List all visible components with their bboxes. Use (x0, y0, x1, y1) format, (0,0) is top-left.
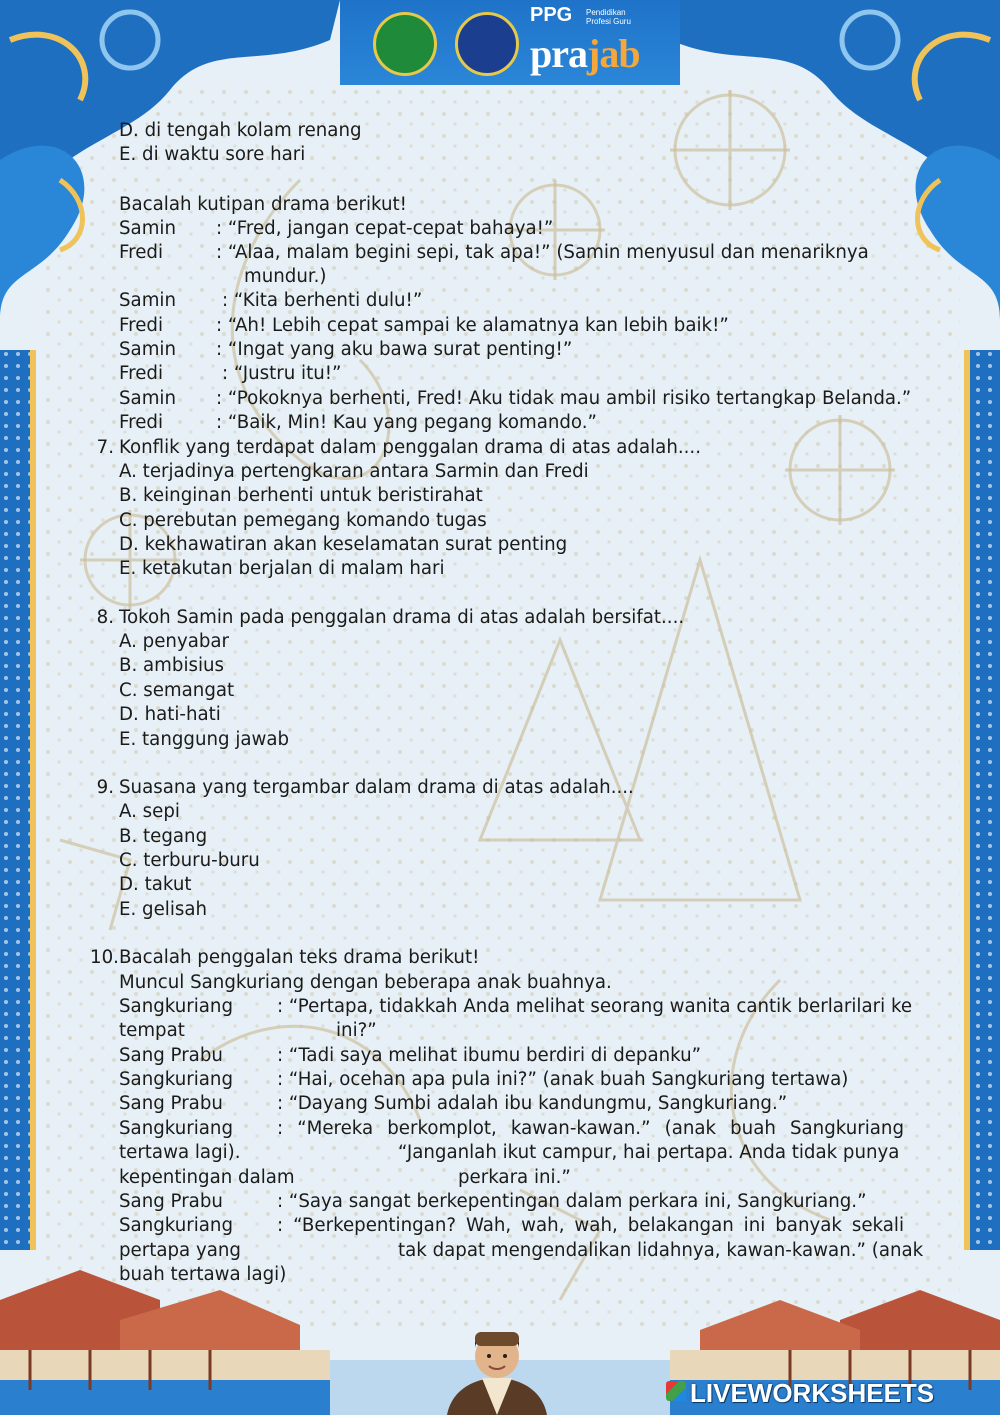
liveworksheets-logo[interactable]: LIVEWORKSHEETS (690, 1378, 934, 1409)
q8-option-a[interactable]: A. penyabar (119, 631, 230, 652)
drama1-speaker: Samin (119, 290, 176, 311)
q10-intro: Muncul Sangkuriang dengan beberapa anak buahnya. (119, 972, 612, 993)
q10-dialogue-cont: tempat (119, 1020, 185, 1041)
q7-number: 7. (96, 437, 114, 458)
drama1-speaker: Fredi (119, 412, 164, 433)
q10-dialogue-cont: ini?” (336, 1020, 377, 1041)
q8-question: Tokoh Samin pada penggalan drama di atas adalah bersifat.... (119, 607, 685, 628)
q9-number: 9. (96, 777, 114, 798)
q10-dialogue-cont: tak dapat mengendalikan lidahnya, kawan-kawan.” (anak (398, 1240, 924, 1261)
drama1-speaker: Samin (119, 388, 176, 409)
q9-option-d[interactable]: D. takut (119, 874, 192, 895)
drama1-dialogue: : “Justru itu!” (222, 363, 342, 384)
q8-option-b[interactable]: B. ambisius (119, 655, 225, 676)
drama1-speaker: Fredi (119, 242, 164, 263)
q10-dialogue: : “Berkepentingan? Wah, wah, wah, belakangan ini banyak sekali (277, 1215, 904, 1236)
q9-option-b[interactable]: B. tegang (119, 826, 208, 847)
q8-option-e[interactable]: E. tanggung jawab (119, 729, 290, 750)
q8-number: 8. (96, 607, 114, 628)
q10-dialogue: : “Tadi saya melihat ibumu berdiri di depanku” (277, 1045, 702, 1066)
drama1-speaker: Fredi (119, 315, 164, 336)
q10-dialogue: : “Pertapa, tidakkah Anda melihat seorang wanita cantik berlarilari ke (277, 996, 913, 1017)
q10-dialogue-cont: perkara ini.” (458, 1167, 571, 1188)
q10-dialogue: : “Mereka berkomplot, kawan-kawan.” (anak buah Sangkuriang (277, 1118, 904, 1139)
drama1-speaker: Fredi (119, 363, 164, 384)
q6-option-d: D. di tengah kolam renang (119, 120, 362, 141)
drama1-dialogue: : “Kita berhenti dulu!” (222, 290, 423, 311)
teacher-illustration (437, 1318, 557, 1415)
drama1-intro: Bacalah kutipan drama berikut! (119, 194, 407, 215)
q10-dialogue-cont: pertapa yang (119, 1240, 241, 1261)
drama1-dialogue: : “Pokoknya berhenti, Fred! Aku tidak mau ambil risiko tertangkap Belanda.” (216, 388, 912, 409)
liveworksheets-cube-icon (666, 1381, 686, 1401)
ppg-label: PPG (530, 4, 573, 26)
kemenag-logo (373, 12, 437, 76)
header-badge (340, 0, 680, 85)
drama1-speaker: Samin (119, 339, 176, 360)
q10-dialogue: : “Hai, ocehan apa pula ini?” (anak buah Sangkuriang tertawa) (277, 1069, 849, 1090)
drama1-dialogue: : “Baik, Min! Kau yang pegang komando.” (216, 412, 597, 433)
q7-option-d[interactable]: D. kekhawatiran akan keselamatan surat penting (119, 534, 568, 555)
q10-number: 10. (90, 947, 119, 968)
q10-speaker: Sangkuriang (119, 1069, 234, 1090)
prajab-logo-text: prajab (530, 31, 640, 76)
drama1-dialogue: : “Ah! Lebih cepat sampai ke alamatnya kan lebih baik!” (216, 315, 729, 336)
drama1-dialogue-cont: mundur.) (244, 266, 327, 287)
q9-question: Suasana yang tergambar dalam drama di atas adalah.... (119, 777, 634, 798)
q10-question: Bacalah penggalan teks drama berikut! (119, 947, 480, 968)
q9-option-a[interactable]: A. sepi (119, 801, 180, 822)
drama1-dialogue: : “Fred, jangan cepat-cepat bahaya!” (216, 218, 554, 239)
q7-question: Konflik yang terdapat dalam penggalan drama di atas adalah.... (119, 437, 701, 458)
ppg-subtitle: Pendidikan Profesi Guru (586, 8, 631, 26)
q9-option-c[interactable]: C. terburu-buru (119, 850, 260, 871)
q10-speaker: Sangkuriang (119, 1118, 234, 1139)
q10-dialogue: : “Saya sangat berkepentingan dalam perkara ini, Sangkuriang.” (277, 1191, 867, 1212)
q10-speaker: Sang Prabu (119, 1093, 223, 1114)
q10-speaker: Sang Prabu (119, 1191, 223, 1212)
drama1-speaker: Samin (119, 218, 176, 239)
drama1-dialogue: : “Ingat yang aku bawa surat penting!” (216, 339, 573, 360)
q10-dialogue: : “Dayang Sumbi adalah ibu kandungmu, Sangkuriang.” (277, 1093, 788, 1114)
q8-option-d[interactable]: D. hati-hati (119, 704, 221, 725)
drama1-dialogue: : “Alaa, malam begini sepi, tak apa!” (Samin menyusul dan menariknya (216, 242, 869, 263)
q7-option-b[interactable]: B. keinginan berhenti untuk beristirahat (119, 485, 483, 506)
q10-dialogue-cont: kepentingan dalam (119, 1167, 295, 1188)
q7-option-a[interactable]: A. terjadinya pertengkaran antara Sarmin dan Fredi (119, 461, 589, 482)
q10-dialogue-cont: “Janganlah ikut campur, hai pertapa. Anda tidak punya (398, 1142, 900, 1163)
q10-dialogue-cont: buah tertawa lagi) (119, 1264, 287, 1285)
q10-speaker: Sangkuriang (119, 996, 234, 1017)
q7-option-e[interactable]: E. ketakutan berjalan di malam hari (119, 558, 445, 579)
q10-speaker: Sangkuriang (119, 1215, 234, 1236)
q6-option-e: E. di waktu sore hari (119, 144, 306, 165)
q10-dialogue-cont: tertawa lagi). (119, 1142, 241, 1163)
university-logo (455, 12, 519, 76)
q8-option-c[interactable]: C. semangat (119, 680, 235, 701)
q9-option-e[interactable]: E. gelisah (119, 899, 208, 920)
q7-option-c[interactable]: C. perebutan pemegang komando tugas (119, 510, 487, 531)
q10-speaker: Sang Prabu (119, 1045, 223, 1066)
